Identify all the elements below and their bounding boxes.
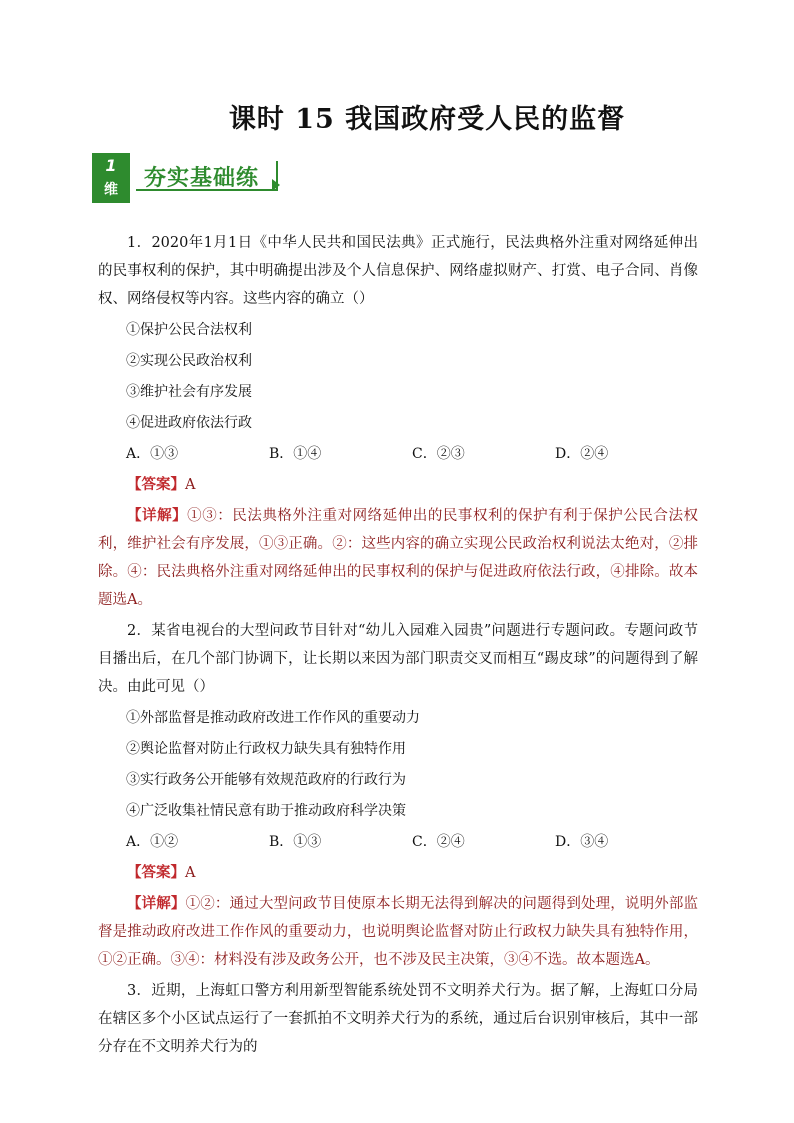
question-option: ③实行政务公开能够有效规范政府的行政行为 bbox=[126, 772, 406, 788]
question-option: ④促进政府依法行政 bbox=[126, 415, 252, 431]
answer-label: 【答案】 bbox=[127, 864, 185, 881]
detail-label: 【详解】 bbox=[127, 507, 188, 524]
page-title: 课时 15 我国政府受人民的监督 bbox=[228, 104, 626, 135]
question-option: ①保护公民合法权利 bbox=[126, 322, 252, 338]
section-unit: 维 bbox=[104, 182, 118, 198]
section-badge bbox=[92, 153, 130, 203]
question-option: ②实现公民政治权利 bbox=[126, 353, 252, 369]
choice-a: A．①③ bbox=[126, 446, 179, 462]
choice-b: B．①③ bbox=[269, 834, 322, 850]
question-option: ②舆论监督对防止行政权力缺失具有独特作用 bbox=[126, 741, 406, 757]
question-2 bbox=[98, 617, 698, 974]
answer-value: A bbox=[185, 477, 196, 493]
question-stem: 1．2020年1月1日《中华人民共和国民法典》正式施行，民法典格外注重对网络延伸出的民事权利的保护，其中明确提出涉及个人信息保护、网络虚拟财产、打赏、电子合同、肖像权、网络侵权等内容。这些内容的确立（） bbox=[98, 235, 698, 307]
detail-paragraph bbox=[98, 502, 698, 614]
section-banner bbox=[92, 153, 292, 203]
detail-paragraph bbox=[98, 890, 698, 974]
answer-choices bbox=[98, 440, 698, 468]
choice-c: C．②④ bbox=[412, 834, 465, 850]
question-option: ①外部监督是推动政府改进工作作风的重要动力 bbox=[126, 710, 420, 726]
question-stem: 2．某省电视台的大型问政节目针对“幼儿入园难入园贵”问题进行专题问政。专题问政节目播出后，在几个部门协调下，让长期以来因为部门职责交叉而相互“踢皮球”的问题得到了解决。由此可见（） bbox=[98, 623, 698, 695]
detail-text: ①③：民法典格外注重对网络延伸出的民事权利的保护有利于保护公民合法权利，维护社会有序发展，①③正确。②：这些内容的确立实现公民政治权利说法太绝对，②排除。④：民法典格外注重对网络延伸出的民事权利的保护与促进政府依法行政，④排除。故本题选A。 bbox=[98, 508, 699, 608]
answer-value: A bbox=[185, 865, 196, 881]
detail-label: 【详解】 bbox=[127, 895, 186, 912]
detail-text: ①②：通过大型问政节目使原本长期无法得到解决的问题得到处理，说明外部监督是推动政府改进工作作风的重要动力，也说明舆论监督对防止行政权力缺失具有独特作用，①②正确。③④：材料没有涉及政务公开，也不涉及民主决策，③④不选。故本题选A。 bbox=[98, 896, 699, 968]
banner-arrow-icon bbox=[272, 179, 280, 191]
section-number: 1 bbox=[105, 156, 117, 175]
choice-a: A．①② bbox=[126, 834, 179, 850]
choice-c: C．②③ bbox=[412, 446, 465, 462]
section-label-frame bbox=[136, 161, 278, 191]
section-label: 夯实基础练 bbox=[144, 166, 260, 191]
question-1 bbox=[98, 229, 698, 614]
question-stem: 3．近期，上海虹口警方利用新型智能系统处罚不文明养犬行为。据了解，上海虹口分局在辖区多个小区试点运行了一套抓拍不文明养犬行为的系统，通过后台识别审核后，其中一部分存在不文明养犬行为的 bbox=[98, 983, 698, 1055]
choice-d: D．③④ bbox=[555, 834, 609, 850]
question-3 bbox=[98, 977, 698, 1061]
choice-d: D．②④ bbox=[555, 446, 609, 462]
question-list bbox=[98, 225, 698, 1064]
answer-line bbox=[98, 471, 698, 499]
answer-label: 【答案】 bbox=[127, 476, 185, 493]
answer-choices bbox=[98, 828, 698, 856]
question-option: ③维护社会有序发展 bbox=[126, 384, 252, 400]
answer-line bbox=[98, 859, 698, 887]
choice-b: B．①④ bbox=[269, 446, 322, 462]
question-option: ④广泛收集社情民意有助于推动政府科学决策 bbox=[126, 803, 406, 819]
